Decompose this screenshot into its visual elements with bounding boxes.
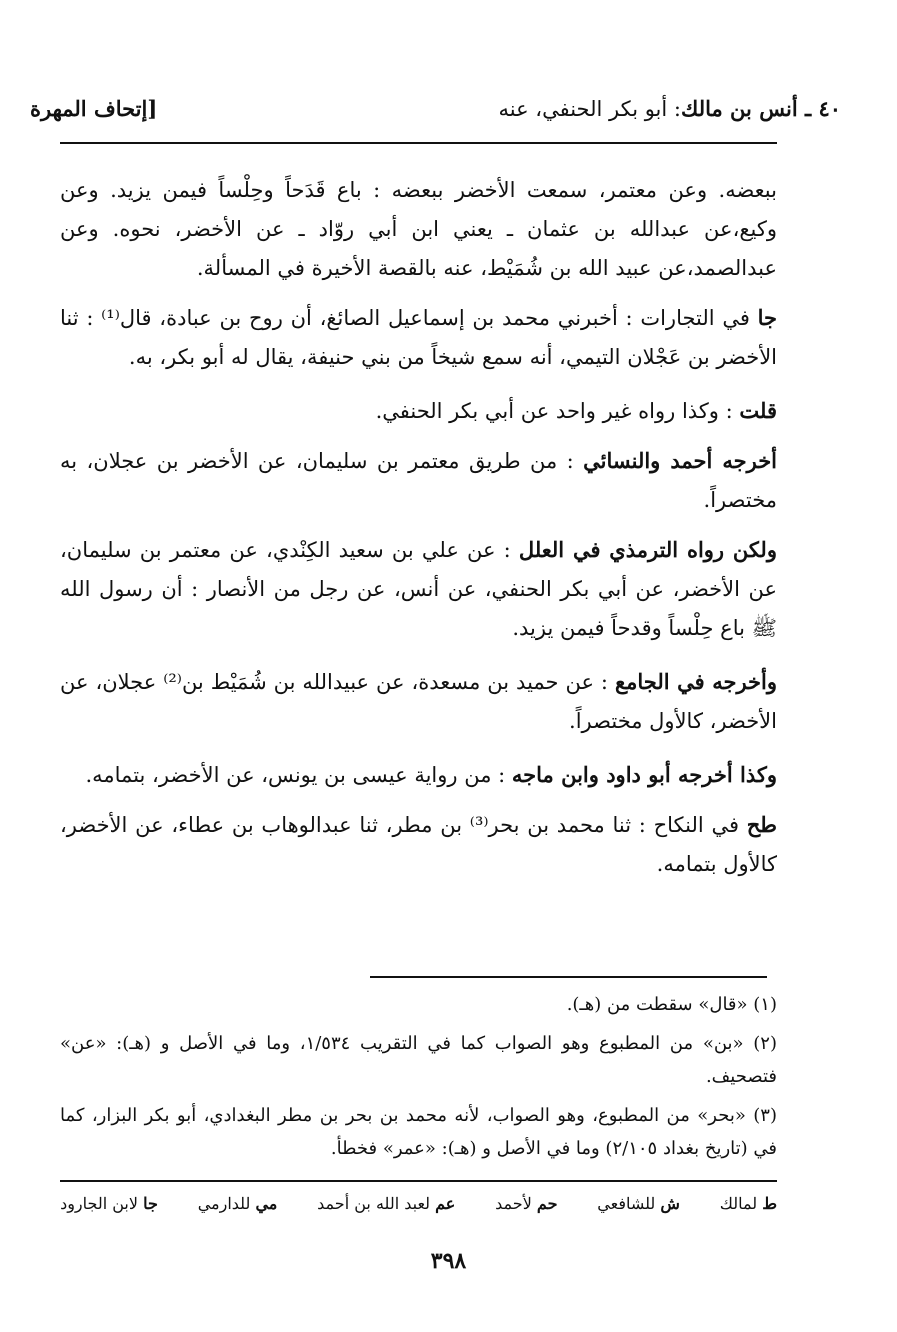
footnote-divider [370, 976, 767, 978]
paragraph-lead: وكذا أخرجه أبو داود وابن ماجه [511, 762, 777, 787]
abbreviation-code: مي [255, 1194, 278, 1213]
paragraph-lead: جا [757, 305, 778, 330]
abbreviation-item [198, 1194, 278, 1213]
paragraph-text: في التجارات : أخبرني محمد بن إسماعيل الصائغ، أن روح بن عبادة، قال⁽¹⁾ : ثنا الأخضر بن عَجْلان التيمي، أنه سمع شيخاً من بني حنيفة، يقال له أبو بكر، به. [60, 306, 777, 369]
abbreviation-name: لابن الجارود [60, 1194, 139, 1213]
abbreviation-name: للدارمي [197, 1194, 251, 1213]
paragraph-lead: قلت [739, 398, 777, 423]
page-number: ٣٩٨ [430, 1248, 467, 1274]
paragraph [60, 170, 777, 288]
abbreviation-code: جا [143, 1194, 158, 1213]
footnote: (١) «قال» سقطت من (هـ). [566, 994, 777, 1015]
paragraph-text: : وكذا رواه غير واحد عن أبي بكر الحنفي. [375, 399, 740, 423]
footnote: (٢) «بن» من المطبوع وهو الصواب كما في التقريب ١/٥٣٤، وما في الأصل و (هـ): «عن» فتصحيف. [60, 1033, 777, 1087]
abbreviation-code: ش [660, 1194, 680, 1213]
paragraph [60, 805, 777, 884]
paragraph-text: : من طريق معتمر بن سليمان، عن الأخضر بن عجلان، به مختصراً. [60, 449, 777, 512]
paragraph-lead: ولكن رواه الترمذي في العلل [518, 537, 777, 562]
book-title: [إتحاف المهرة [30, 95, 158, 121]
abbreviation-name: لأحمد [495, 1194, 532, 1213]
header-divider [60, 142, 777, 144]
paragraph-lead: أخرجه أحمد والنسائي [583, 448, 778, 473]
paragraph-text: : من رواية عيسى بن يونس، عن الأخضر، بتمامه. [85, 763, 512, 787]
abbreviation-item [317, 1194, 455, 1213]
footnotes [60, 988, 777, 1171]
abbreviations-divider [60, 1180, 777, 1182]
abbreviation-code: ط [762, 1194, 777, 1213]
abbreviation-code: عم [435, 1194, 456, 1213]
paragraph [60, 755, 777, 795]
paragraph-text: ببعضه. وعن معتمر، سمعت الأخضر ببعضه : باع قَدَحاً وحِلْساً فيمن يزيد. وعن وكيع،عن عبدالله بن عثمان ـ يعني ابن أبي روّاد ـ عن الأخضر، نحوه. وعن عبدالصمد،عن عبيد الله بن شُمَيْط، عنه بالقصة الأخيرة في المسألة. [60, 178, 777, 280]
abbreviation-item [60, 1194, 158, 1213]
paragraph [60, 391, 777, 431]
paragraph [60, 441, 777, 520]
main-text [60, 170, 777, 894]
abbreviations-key [60, 1194, 777, 1213]
abbreviation-name: لعبد الله بن أحمد [317, 1194, 431, 1213]
abbreviation-code: حم [536, 1194, 558, 1213]
paragraph-text: في النكاح : ثنا محمد بن بحر⁽³⁾ بن مطر، ثنا عبدالوهاب بن عطاء، عن الأخضر، كالأول بتمامه. [60, 813, 777, 876]
paragraph-lead: طح [746, 812, 777, 837]
footnote: (٣) «بحر» من المطبوع، وهو الصواب، لأنه محمد بن بحر بن مطر البغدادي، أبو بكر البزار، كما في (تاريخ بغداد ٢/١٠٥) وما في الأصل و (هـ): «عمر» فخطأ. [60, 1105, 777, 1159]
chapter-title [499, 96, 842, 121]
abbreviation-name: لمالك [719, 1194, 758, 1213]
abbreviation-item [597, 1194, 680, 1213]
paragraph-text: : عن علي بن سعيد الكِنْدي، عن معتمر بن سليمان، عن الأخضر، عن أبي بكر الحنفي، عن أنس، عن رجل من الأنصار : أن رسول الله ﷺ باع حِلْساً وقدحاً فيمن يزيد. [60, 538, 777, 640]
paragraph-lead: وأخرجه في الجامع [614, 669, 778, 694]
abbreviation-item [495, 1194, 557, 1213]
paragraph [60, 662, 777, 741]
page-header [30, 88, 841, 128]
chapter-title-bold: ٤٠ ـ أنس بن مالك [681, 95, 841, 121]
paragraph-text: : عن حميد بن مسعدة، عن عبيدالله بن شُمَيْط بن⁽²⁾ عجلان، عن الأخضر، كالأول مختصراً. [60, 670, 777, 733]
paragraph [60, 530, 777, 648]
abbreviation-item [720, 1194, 777, 1213]
paragraph [60, 298, 777, 377]
chapter-title-rest: : أبو بكر الحنفي، عنه [498, 96, 681, 121]
abbreviation-name: للشافعي [597, 1194, 656, 1213]
